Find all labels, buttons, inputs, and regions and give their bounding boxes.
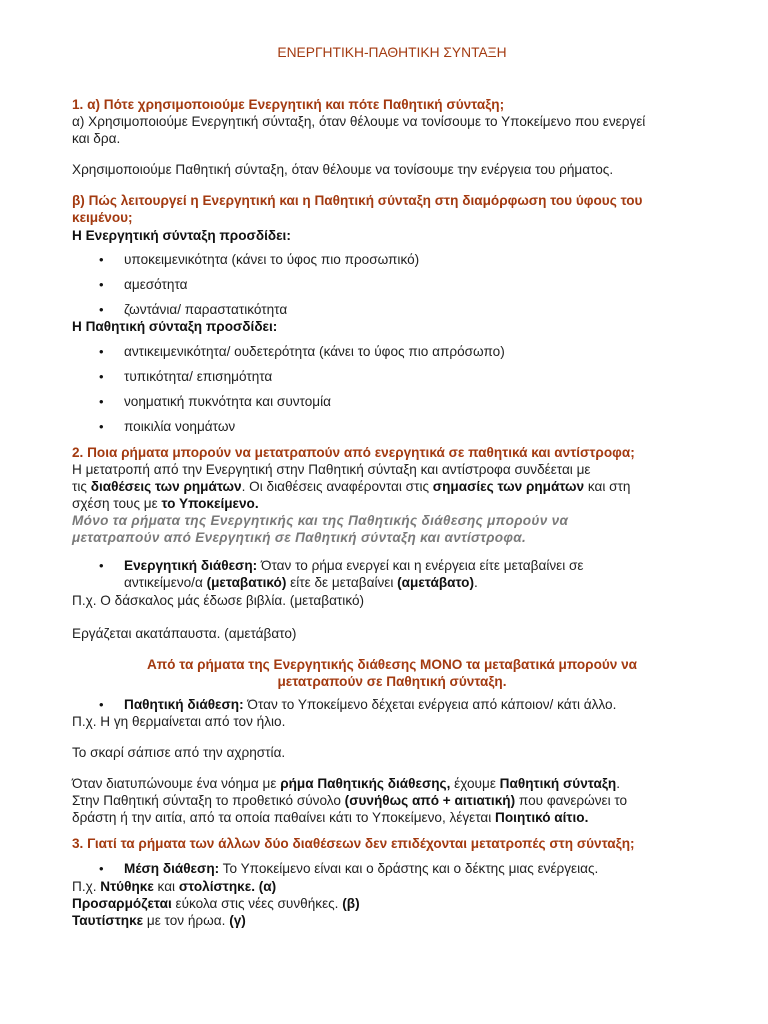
q2-center-note-line2: μετατραπούν σε Παθητική σύνταξη. <box>277 674 507 689</box>
q2-paragraph2-line2: Στην Παθητική σύνταξη το προθετικό σύνολο (συνήθως από + αιτιατική) που φανερώνει το <box>72 793 628 808</box>
active-item: • υποκειμενικότητα (κάνει το ύφος πιο προσωπικό) <box>124 251 764 268</box>
q3-example-1: Π.χ. Ντύθηκε και στολίστηκε. (α) <box>72 879 277 894</box>
q3-heading: 3. Γιατί τα ρήματα των άλλων δύο διαθέσεων δεν επιδέχονται μετατροπές στη σύνταξη; <box>72 836 635 851</box>
active-item: • ζωντάνια/ παραστατικότητα <box>124 301 764 318</box>
q2-heading: 2. Ποια ρήματα μπορούν να μετατραπούν από ενεργητικά σε παθητικά και αντίστροφα; <box>72 445 635 460</box>
passive-diathesis-item: • Παθητική διάθεση: Όταν το Υποκείμενο δέχεται ενέργεια από κάποιον/ κάτι άλλο. <box>124 696 764 713</box>
passive-item: • τυπικότητα/ επισημότητα <box>124 368 764 385</box>
q2-example-3: Π.χ. Η γη θερμαίνεται από τον ήλιο. <box>72 714 286 729</box>
passive-item: • αντικειμενικότητα/ ουδετερότητα (κάνει το ύφος πιο απρόσωπο) <box>124 343 764 360</box>
passive-item: • ποικιλία νοημάτων <box>124 418 764 435</box>
active-item: • αμεσότητα <box>124 276 764 293</box>
middle-diathesis-item: • Μέση διάθεση: Το Υποκείμενο είναι και ο δράστης και ο δέκτης μιας ενέργειας. <box>124 860 764 877</box>
q1-heading: 1. α) Πότε χρησιμοποιούμε Ενεργητική και πότε Παθητική σύνταξη; <box>72 97 505 112</box>
q2-note-line2: μετατραπούν από Ενεργητική σε Παθητική σύνταξη και αντίστροφα. <box>72 530 527 545</box>
q2-example-4: Το σκαρί σάπισε από την αχρηστία. <box>72 745 286 760</box>
q1b-heading-line2: κειμένου; <box>72 210 133 225</box>
q1-answer-passive: Χρησιμοποιούμε Παθητική σύνταξη, όταν θέλουμε να τονίσουμε την ενέργεια του ρήματος. <box>72 162 614 177</box>
q1b-heading-line1: β) Πώς λειτουργεί η Ενεργητική και η Παθητική σύνταξη στη διαμόρφωση του ύφους του <box>72 193 643 208</box>
q2-example-2: Εργάζεται ακατάπαυστα. (αμετάβατο) <box>72 626 297 641</box>
q1-answer-line2: και δρα. <box>72 131 121 146</box>
q2-paragraph-line2: τις διαθέσεις των ρημάτων. Οι διαθέσεις αναφέρονται στις σημασίες των ρημάτων και στη <box>72 479 631 494</box>
q3-example-2: Προσαρμόζεται εύκολα στις νέες συνθήκες. (β) <box>72 896 360 911</box>
q2-example-1: Π.χ. Ο δάσκαλος μάς έδωσε βιβλία. (μεταβατικό) <box>72 593 365 608</box>
q2-note-line1: Μόνο τα ρήματα της Ενεργητικής και της Παθητικής διάθεσης μπορούν να <box>72 513 569 528</box>
active-diathesis-item: • Ενεργητική διάθεση: Όταν το ρήμα ενεργεί και η ενέργεια είτε μεταβαίνει σε <box>124 557 764 574</box>
passive-voice-label: Η Παθητική σύνταξη προσδίδει: <box>72 319 278 334</box>
q1-answer-line1: α) Χρησιμοποιούμε Ενεργητική σύνταξη, όταν θέλουμε να τονίσουμε το Υποκείμενο που ενεργεί <box>72 114 646 129</box>
active-voice-label: Η Ενεργητική σύνταξη προσδίδει: <box>72 228 291 243</box>
q2-paragraph2-line3: δράστη ή την αιτία, από τα οποία παθαίνει κάτι το Υποκείμενο, λέγεται Ποιητικό αίτιο. <box>72 810 589 825</box>
active-diathesis-line2: αντικείμενο/α (μεταβατικό) είτε δε μεταβαίνει (αμετάβατο). <box>124 575 478 590</box>
document-title: ΕΝΕΡΓΗΤΙΚΗ-ΠΑΘΗΤΙΚΗ ΣΥΝΤΑΞΗ <box>277 45 507 60</box>
q2-paragraph-line3: σχέση τους με το Υποκείμενο. <box>72 496 259 511</box>
q2-paragraph-line1: Η μετατροπή από την Ενεργητική στην Παθητική σύνταξη και αντίστροφα συνδέεται με <box>72 462 591 477</box>
passive-item: • νοηματική πυκνότητα και συντομία <box>124 393 764 410</box>
q2-paragraph2-line1: Όταν διατυπώνουμε ένα νόημα με ρήμα Παθητικής διάθεσης, έχουμε Παθητική σύνταξη. <box>72 776 620 791</box>
q3-example-3: Ταυτίστηκε με τον ήρωα. (γ) <box>72 913 246 928</box>
q2-center-note-line1: Από τα ρήματα της Ενεργητικής διάθεσης ΜΟΝΟ τα μεταβατικά μπορούν να <box>146 657 638 672</box>
